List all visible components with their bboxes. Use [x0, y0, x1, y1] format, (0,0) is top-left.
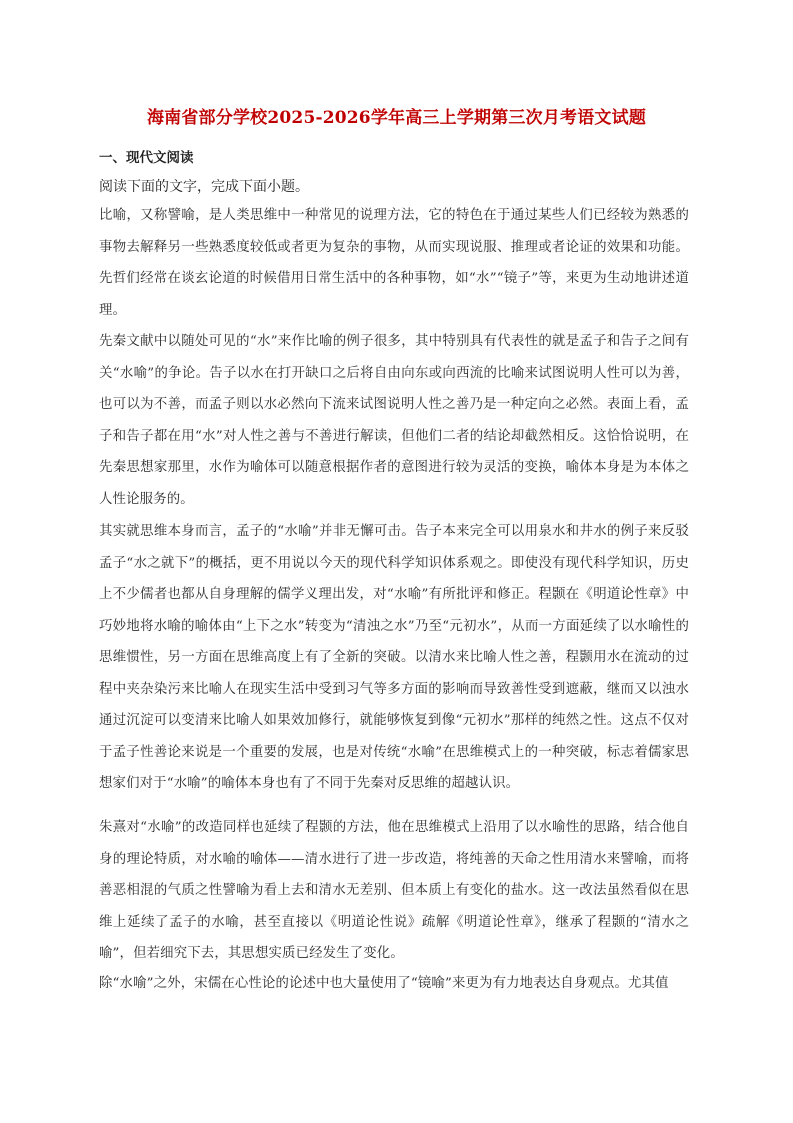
- passage-paragraph: 其实就思维本身而言，孟子的“水喻”并非无懈可击。告子本来完全可以用泉水和井水的例子来反驳孟子“水之就下”的概括，更不用说以今天的现代科学知识体系观之。即使没有现代科学知识，历史上不少儒者也都从自身理解的儒学义理出发，对“水喻”有所批评和修正。程颢在《明道论性章》中巧妙地将水喻的喻体由“上下之水”转变为“清浊之水”乃至“元初水”，从而一方面延续了以水喻性的思维惯性，另一方面在思维高度上有了全新的突破。以清水来比喻人性之善，程颢用水在流动的过程中夹杂染污来比喻人在现实生活中受到习气等多方面的影响而导致善性受到遮蔽，继而又以浊水通过沉淀可以变清来比喻人如果效加修行，就能够恢复到像“元初水”那样的纯然之性。这点不仅对于孟子性善论来说是一个重要的发展，也是对传统“水喻”在思维模式上的一种突破，标志着儒家思想家们对于“水喻”的喻体本身也有了不同于先秦对反思维的超越认识。: [99, 524, 689, 791]
- reading-instruction: 阅读下面的文字，完成下面小题。: [99, 179, 309, 195]
- passage-paragraph: 朱熹对“水喻”的改造同样也延续了程颢的方法，他在思维模式上沿用了以水喻性的思路，结合他自身的理论特质，对水喻的喻体——清水进行了进一步改造，将纯善的天命之性用清水来譬喻，而将善恶相混的气质之性譬喻为看上去和清水无差别、但本质上有变化的盐水。这一改法虽然看似在思维上延续了孟子的水喻，甚至直接以《明道论性说》疏解《明道论性章》，继承了程颢的“清水之喻”，但若细究下去，其思想实质已经发生了变化。: [99, 820, 689, 961]
- section-heading: 一、现代文阅读: [99, 150, 194, 166]
- passage-paragraph: 比喻，又称譬喻，是人类思维中一种常见的说理方法，它的特色在于通过某些人们已经较为熟悉的事物去解释另一些熟悉度较低或者更为复杂的事物，从而实现说服、推理或者论证的效果和功能。先哲们经常在谈玄论道的时候借用日常生活中的各种事物，如“水”“镜子”等，来更为生动地讲述道理。: [99, 208, 689, 318]
- page-title: 海南省部分学校2025-2026学年高三上学期第三次月考语文试题: [146, 108, 647, 128]
- passage-paragraph: 除“水喻”之外，宋儒在心性论的论述中也大量使用了“镜喻”来更为有力地表达自身观点。尤其值: [99, 976, 669, 991]
- passage-paragraph: 先秦文献中以随处可见的“水”来作比喻的例子很多，其中特别具有代表性的就是孟子和告子之间有关“水喻”的争论。告子以水在打开缺口之后将自由向东或向西流的比喻来试图说明人性可以为善，也可以为不善，而孟子则以水必然向下流来试图说明人性之善乃是一种定向之必然。表面上看，孟子和告子都在用“水”对人性之善与不善进行解读，但他们二者的结论却截然相反。这恰恰说明，在先秦思想家那里，水作为喻体可以随意根据作者的意图进行较为灵活的变换，喻体本身是为本体之人性论服务的。: [99, 334, 689, 507]
